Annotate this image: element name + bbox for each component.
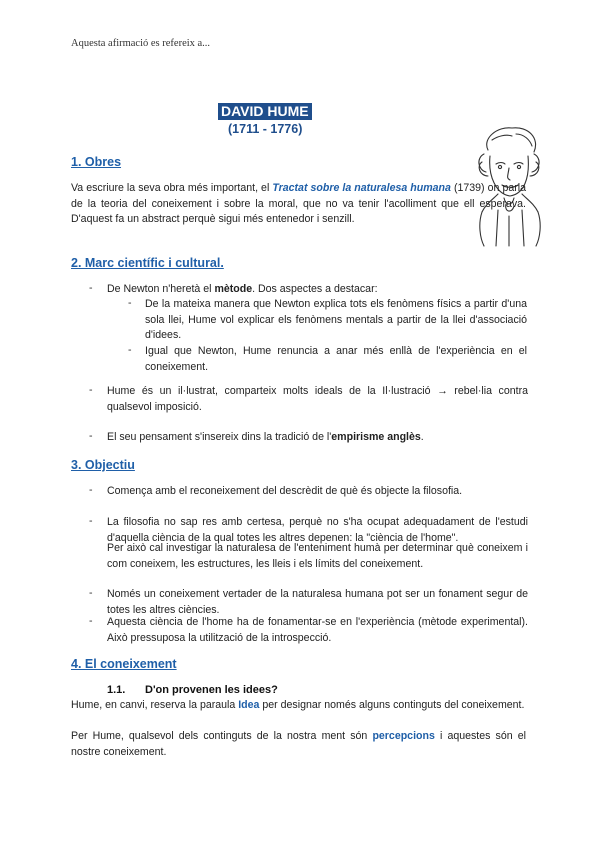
list-item: Comença amb el reconeixement del descrèdit de què és objecte la filosofia.	[107, 485, 463, 497]
list-item: Aquesta ciència de l'home ha de fonamentar-se en l'experiència (mètode experimental). Això pressuposa la utilització de la introspecció.	[107, 616, 528, 644]
sub-bullet-dash: -	[128, 344, 132, 356]
list-item: Només un coneixement vertader de la naturalesa humana pot ser un fonament segur de totes les altres ciències.	[107, 588, 528, 616]
paragraph-percepcions: Per Hume, qualsevol dels continguts de la nostra ment són percepcions i aquestes són el nostre coneixement.	[71, 730, 526, 758]
header-note: Aquesta afirmació es refereix a...	[71, 38, 211, 49]
section-heading-marc: 2. Marc científic i cultural.	[71, 256, 224, 270]
section-heading-obres: 1. Obres	[71, 155, 122, 169]
bullet-dash: -	[89, 484, 93, 496]
bullet-dash: -	[89, 282, 93, 294]
section-heading-coneixement: 4. El coneixement	[71, 657, 177, 671]
bullet-dash: -	[89, 430, 93, 442]
list-item: Hume és un il·lustrat, comparteix molts ideals de la Il·lustració → rebel·lia contra qualsevol imposició.	[107, 385, 528, 413]
paragraph-obres: Va escriure la seva obra més important, el Tractat sobre la naturalesa humana (1739) on parla de la teoria del coneixement i sobre la moral, que no va tenir l'acolliment que ell esperava. D'aquest fa un abstract perquè sigui més entenedor i senzill.	[71, 182, 526, 226]
bullet-dash: -	[89, 515, 93, 527]
page-subtitle-years: (1711 - 1776)	[228, 122, 303, 136]
link-percepcions[interactable]: percepcions	[372, 730, 435, 742]
link-idea[interactable]: Idea	[238, 699, 260, 711]
bullet-dash: -	[89, 587, 93, 599]
section-heading-objectiu: 3. Objectiu	[71, 458, 135, 472]
bullet-dash: -	[89, 384, 93, 396]
list-item-continuation: Per això cal investigar la naturalesa de l'enteniment humà per determinar què coneixem i com coneixem, les estructures, les lleis i els límits del coneixement.	[107, 542, 528, 570]
page-title: DAVID HUME	[218, 103, 312, 120]
subsection-number: 1.1.	[107, 684, 126, 696]
list-item: La filosofia no sap res amb certesa, perquè no s'ha ocupat adequadament de l'estudi d'aquella ciència de la qual totes les altres depenen: la "ciència de l'home".	[107, 516, 528, 544]
bullet-dash: -	[89, 615, 93, 627]
link-tractat[interactable]: Tractat sobre la naturalesa humana	[272, 182, 451, 194]
paragraph-idea: Hume, en canvi, reserva la paraula Idea per designar només alguns continguts del coneixement.	[71, 699, 525, 711]
sub-bullet-dash: -	[128, 297, 132, 309]
subsection-title: D'on provenen les idees?	[145, 684, 278, 696]
sub-list-item: De la mateixa manera que Newton explica tots els fenòmens físics a partir d'una sola llei, Hume vol explicar els fenòmens mentals a partir de la llei d'associació d'idees.	[145, 298, 527, 342]
list-item: El seu pensament s'insereix dins la tradició de l'empirisme anglès.	[107, 431, 424, 443]
list-item: De Newton n'heretà el mètode. Dos aspectes a destacar:	[107, 283, 378, 295]
sub-list-item: Igual que Newton, Hume renuncia a anar més enllà de l'experiència en el coneixement.	[145, 345, 527, 373]
